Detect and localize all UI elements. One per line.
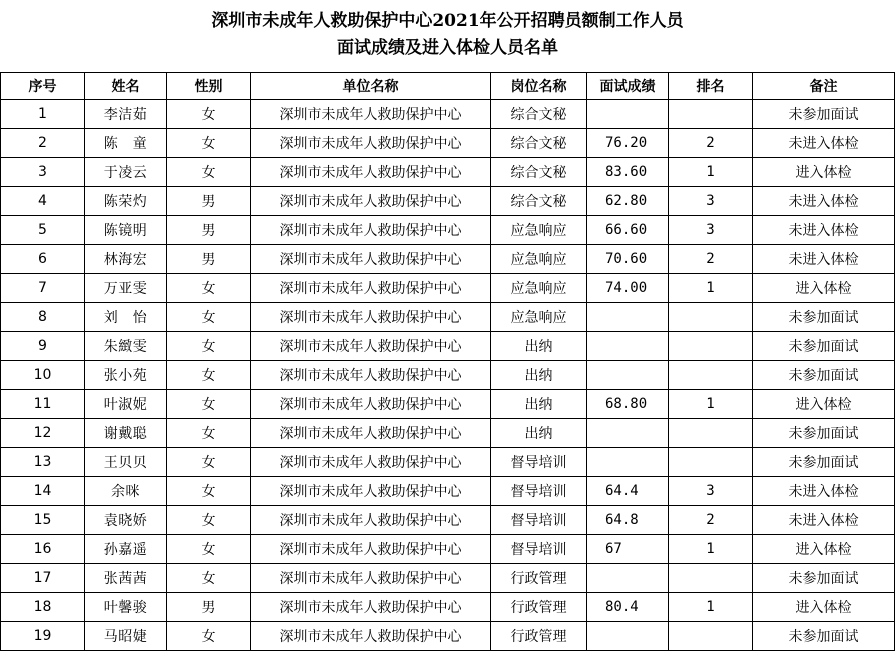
cell-score: 64.4 <box>587 477 669 506</box>
cell-gender: 女 <box>167 506 251 535</box>
cell-rank <box>669 419 753 448</box>
table-row <box>1 593 895 622</box>
cell-gender: 女 <box>167 158 251 187</box>
cell-score: 83.60 <box>587 158 669 187</box>
cell-post: 综合文秘 <box>491 100 587 129</box>
cell-note: 未参加面试 <box>753 564 895 593</box>
cell-no: 9 <box>1 332 85 361</box>
cell-score <box>587 448 669 477</box>
cell-note: 进入体检 <box>753 535 895 564</box>
cell-rank: 3 <box>669 216 753 245</box>
cell-rank: 3 <box>669 477 753 506</box>
cell-unit: 深圳市未成年人救助保护中心 <box>251 622 491 651</box>
cell-unit: 深圳市未成年人救助保护中心 <box>251 506 491 535</box>
title-line-1: 深圳市未成年人救助保护中心2021年公开招聘员额制工作人员 <box>211 11 684 31</box>
cell-unit: 深圳市未成年人救助保护中心 <box>251 216 491 245</box>
cell-gender: 女 <box>167 564 251 593</box>
cell-post: 综合文秘 <box>491 158 587 187</box>
table-row <box>1 274 895 303</box>
cell-note: 进入体检 <box>753 593 895 622</box>
cell-name: 万亚雯 <box>85 274 167 303</box>
cell-unit: 深圳市未成年人救助保护中心 <box>251 448 491 477</box>
cell-name: 陈荣灼 <box>85 187 167 216</box>
cell-name: 王贝贝 <box>85 448 167 477</box>
cell-name: 谢戴聪 <box>85 419 167 448</box>
table-row <box>1 216 895 245</box>
cell-score: 67 <box>587 535 669 564</box>
cell-no: 12 <box>1 419 85 448</box>
cell-name: 陈 童 <box>85 129 167 158</box>
cell-no: 6 <box>1 245 85 274</box>
cell-gender: 女 <box>167 332 251 361</box>
cell-rank: 1 <box>669 158 753 187</box>
cell-score: 80.4 <box>587 593 669 622</box>
cell-post: 出纳 <box>491 390 587 419</box>
cell-note: 进入体检 <box>753 274 895 303</box>
cell-no: 13 <box>1 448 85 477</box>
cell-score: 62.80 <box>587 187 669 216</box>
cell-name: 陈镜明 <box>85 216 167 245</box>
cell-score: 64.8 <box>587 506 669 535</box>
cell-post: 督导培训 <box>491 477 587 506</box>
cell-post: 应急响应 <box>491 303 587 332</box>
cell-no: 19 <box>1 622 85 651</box>
cell-rank <box>669 332 753 361</box>
cell-no: 16 <box>1 535 85 564</box>
cell-post: 应急响应 <box>491 245 587 274</box>
table-header-row <box>1 73 895 100</box>
header-post: 岗位名称 <box>491 73 587 100</box>
table-row <box>1 390 895 419</box>
title-block <box>0 0 895 72</box>
cell-unit: 深圳市未成年人救助保护中心 <box>251 593 491 622</box>
cell-gender: 女 <box>167 448 251 477</box>
title-line-2: 面试成绩及进入体检人员名单 <box>337 38 558 58</box>
cell-gender: 女 <box>167 274 251 303</box>
table-body <box>1 100 895 651</box>
cell-gender: 男 <box>167 593 251 622</box>
cell-name: 叶淑妮 <box>85 390 167 419</box>
cell-note: 未参加面试 <box>753 303 895 332</box>
cell-gender: 女 <box>167 622 251 651</box>
cell-unit: 深圳市未成年人救助保护中心 <box>251 564 491 593</box>
cell-no: 1 <box>1 100 85 129</box>
cell-post: 综合文秘 <box>491 129 587 158</box>
header-name: 姓名 <box>85 73 167 100</box>
cell-score: 70.60 <box>587 245 669 274</box>
cell-post: 行政管理 <box>491 564 587 593</box>
cell-score <box>587 564 669 593</box>
cell-no: 14 <box>1 477 85 506</box>
cell-name: 张茜茜 <box>85 564 167 593</box>
cell-gender: 男 <box>167 187 251 216</box>
cell-rank: 1 <box>669 274 753 303</box>
cell-rank <box>669 448 753 477</box>
cell-post: 出纳 <box>491 332 587 361</box>
cell-no: 8 <box>1 303 85 332</box>
cell-unit: 深圳市未成年人救助保护中心 <box>251 274 491 303</box>
table-row <box>1 100 895 129</box>
cell-gender: 女 <box>167 390 251 419</box>
cell-unit: 深圳市未成年人救助保护中心 <box>251 303 491 332</box>
cell-name: 于凌云 <box>85 158 167 187</box>
cell-note: 未进入体检 <box>753 129 895 158</box>
cell-post: 督导培训 <box>491 448 587 477</box>
cell-unit: 深圳市未成年人救助保护中心 <box>251 332 491 361</box>
cell-name: 朱緻雯 <box>85 332 167 361</box>
table-row <box>1 622 895 651</box>
cell-score <box>587 303 669 332</box>
cell-note: 未进入体检 <box>753 187 895 216</box>
cell-no: 7 <box>1 274 85 303</box>
cell-score: 76.20 <box>587 129 669 158</box>
table-row <box>1 419 895 448</box>
cell-name: 余咪 <box>85 477 167 506</box>
cell-rank: 2 <box>669 129 753 158</box>
cell-rank <box>669 303 753 332</box>
header-rank: 排名 <box>669 73 753 100</box>
cell-post: 出纳 <box>491 419 587 448</box>
cell-no: 11 <box>1 390 85 419</box>
cell-post: 行政管理 <box>491 593 587 622</box>
cell-post: 应急响应 <box>491 274 587 303</box>
cell-rank: 2 <box>669 506 753 535</box>
cell-note: 未进入体检 <box>753 216 895 245</box>
cell-post: 督导培训 <box>491 506 587 535</box>
table-row <box>1 187 895 216</box>
cell-gender: 女 <box>167 303 251 332</box>
cell-name: 林海宏 <box>85 245 167 274</box>
cell-note: 未参加面试 <box>753 419 895 448</box>
cell-note: 进入体检 <box>753 158 895 187</box>
cell-note: 进入体检 <box>753 390 895 419</box>
cell-no: 15 <box>1 506 85 535</box>
cell-rank: 2 <box>669 245 753 274</box>
cell-unit: 深圳市未成年人救助保护中心 <box>251 419 491 448</box>
cell-unit: 深圳市未成年人救助保护中心 <box>251 245 491 274</box>
cell-unit: 深圳市未成年人救助保护中心 <box>251 361 491 390</box>
cell-gender: 男 <box>167 216 251 245</box>
cell-rank: 1 <box>669 593 753 622</box>
cell-rank: 1 <box>669 390 753 419</box>
cell-rank: 3 <box>669 187 753 216</box>
cell-gender: 女 <box>167 361 251 390</box>
cell-rank <box>669 622 753 651</box>
cell-note: 未参加面试 <box>753 448 895 477</box>
cell-name: 孙嘉遥 <box>85 535 167 564</box>
table-row <box>1 158 895 187</box>
table-row <box>1 477 895 506</box>
cell-gender: 女 <box>167 535 251 564</box>
cell-unit: 深圳市未成年人救助保护中心 <box>251 100 491 129</box>
header-unit: 单位名称 <box>251 73 491 100</box>
cell-no: 10 <box>1 361 85 390</box>
cell-name: 马昭婕 <box>85 622 167 651</box>
cell-score <box>587 622 669 651</box>
table-row <box>1 332 895 361</box>
cell-post: 综合文秘 <box>491 187 587 216</box>
cell-post: 行政管理 <box>491 622 587 651</box>
table-row <box>1 361 895 390</box>
cell-name: 张小苑 <box>85 361 167 390</box>
cell-note: 未参加面试 <box>753 361 895 390</box>
cell-unit: 深圳市未成年人救助保护中心 <box>251 187 491 216</box>
cell-name: 李洁茹 <box>85 100 167 129</box>
cell-gender: 女 <box>167 100 251 129</box>
header-note: 备注 <box>753 73 895 100</box>
cell-name: 刘 怡 <box>85 303 167 332</box>
cell-unit: 深圳市未成年人救助保护中心 <box>251 477 491 506</box>
cell-score <box>587 332 669 361</box>
cell-no: 2 <box>1 129 85 158</box>
cell-score: 68.80 <box>587 390 669 419</box>
cell-name: 袁晓娇 <box>85 506 167 535</box>
cell-gender: 男 <box>167 245 251 274</box>
cell-unit: 深圳市未成年人救助保护中心 <box>251 390 491 419</box>
table-row <box>1 506 895 535</box>
cell-unit: 深圳市未成年人救助保护中心 <box>251 535 491 564</box>
table-row <box>1 535 895 564</box>
cell-rank <box>669 564 753 593</box>
results-table <box>0 72 895 651</box>
header-score: 面试成绩 <box>587 73 669 100</box>
cell-gender: 女 <box>167 419 251 448</box>
cell-gender: 女 <box>167 477 251 506</box>
cell-score <box>587 100 669 129</box>
table-row <box>1 448 895 477</box>
cell-score: 66.60 <box>587 216 669 245</box>
cell-rank <box>669 361 753 390</box>
header-gender: 性别 <box>167 73 251 100</box>
cell-post: 督导培训 <box>491 535 587 564</box>
cell-no: 17 <box>1 564 85 593</box>
table-row <box>1 245 895 274</box>
cell-gender: 女 <box>167 129 251 158</box>
cell-note: 未参加面试 <box>753 100 895 129</box>
cell-score: 74.00 <box>587 274 669 303</box>
cell-no: 3 <box>1 158 85 187</box>
table-row <box>1 303 895 332</box>
cell-rank <box>669 100 753 129</box>
cell-note: 未进入体检 <box>753 477 895 506</box>
cell-note: 未进入体检 <box>753 245 895 274</box>
cell-note: 未进入体检 <box>753 506 895 535</box>
cell-note: 未参加面试 <box>753 332 895 361</box>
cell-rank: 1 <box>669 535 753 564</box>
cell-no: 4 <box>1 187 85 216</box>
cell-score <box>587 419 669 448</box>
cell-score <box>587 361 669 390</box>
table-row <box>1 564 895 593</box>
cell-no: 5 <box>1 216 85 245</box>
cell-unit: 深圳市未成年人救助保护中心 <box>251 158 491 187</box>
table-row <box>1 129 895 158</box>
cell-post: 应急响应 <box>491 216 587 245</box>
cell-note: 未参加面试 <box>753 622 895 651</box>
cell-no: 18 <box>1 593 85 622</box>
cell-name: 叶馨骏 <box>85 593 167 622</box>
cell-post: 出纳 <box>491 361 587 390</box>
header-no: 序号 <box>1 73 85 100</box>
cell-unit: 深圳市未成年人救助保护中心 <box>251 129 491 158</box>
